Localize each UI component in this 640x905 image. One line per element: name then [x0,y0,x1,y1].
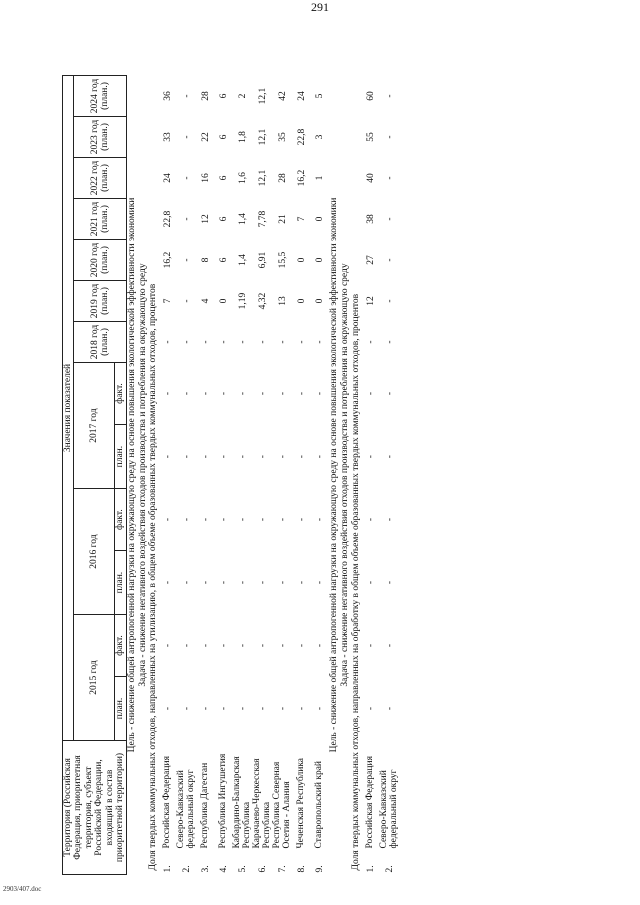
value-cell: 15,5 [278,251,289,269]
value-cell: - [384,299,395,303]
header-year-2017: 2017 год [74,363,115,489]
value-cell: - [278,518,289,522]
section2-task: Задача - снижение негативного воздействия отходов производства и потребления на окружающую среду [340,263,351,687]
value-cell: 21 [278,214,289,224]
value-cell: - [365,580,376,585]
value-cell: 38 [365,214,376,224]
value-cell: 13 [278,296,289,306]
value-cell: 35 [278,132,289,142]
value-cell: - [238,340,249,344]
value-cell: 4,32 [258,292,269,310]
value-cell: - [365,706,376,711]
value-cell: 0 [219,298,230,304]
value-cell: - [384,518,395,522]
value-cell: 0 [315,298,326,304]
value-cell: - [201,643,212,648]
value-cell: 6 [219,216,230,222]
value-cell: - [384,706,395,711]
value-cell: - [219,518,230,522]
value-cell: - [258,455,269,459]
value-cell: 1,6 [238,172,249,184]
value-cell: 4 [201,298,212,304]
value-cell: - [182,580,193,585]
value-cell: 7,78 [258,210,269,228]
value-cell: - [182,299,193,303]
territory-name: Ставропольский край [314,760,325,849]
row-number: 9. [315,865,326,873]
value-cell: - [384,176,395,180]
value-cell: 5 [315,93,326,99]
territory-name: Карачаево-Черкесская Республика [252,758,273,849]
value-cell: 6 [219,93,230,99]
territory-name: Северо-Кавказский федеральный округ [378,769,399,849]
value-cell: 22,8 [163,210,174,228]
header-fact-2017: факт. [115,363,126,425]
value-cell: - [238,580,249,585]
value-cell: 6 [219,134,230,140]
value-cell: - [384,217,395,221]
header-plan-2016: план. [115,551,126,615]
table-row [253,76,273,875]
value-cell: 16,2 [163,251,174,269]
value-cell: - [182,518,193,522]
value-cell: - [365,518,376,522]
territory-name: Республика Ингушетия [218,753,229,849]
header-2020: 2020 год (план.) [74,240,126,281]
value-cell: - [238,391,249,396]
value-cell: - [219,340,230,344]
table-row [380,76,400,875]
section2-indicator: Доля твердых коммунальных отходов, направленных на обработку в общем объеме образованных твердых коммунальных отходов, процентов [350,293,361,871]
value-cell: - [182,135,193,139]
value-cell: - [297,340,308,344]
value-cell: - [365,643,376,648]
section1-goal: Цель - снижение общей антропогенной нагрузки на окружающую среду на основе повышения экологической эффективности экономики [126,197,137,753]
value-cell: - [315,580,326,585]
value-cell: 1,4 [238,213,249,225]
value-cell: - [201,518,212,522]
header-2021: 2021 год (план.) [74,199,126,240]
row-number: 8. [297,865,308,873]
territory-name: Республика Дагестан [200,762,211,849]
value-cell: 28 [278,173,289,183]
value-cell: - [182,176,193,180]
value-cell: 24 [297,91,308,101]
value-cell: - [258,706,269,711]
value-cell: 12 [201,214,212,224]
header-2019: 2019 год (план.) [74,281,126,322]
value-cell: 0 [315,216,326,222]
value-cell: - [219,391,230,396]
row-number: 2. [384,865,395,873]
value-cell: - [219,706,230,711]
value-cell: - [182,391,193,396]
value-cell: 3 [315,134,326,140]
indicators-table [62,75,400,875]
value-cell: 42 [278,91,289,101]
header-fact-2015: факт. [115,615,126,677]
value-cell: - [384,580,395,585]
value-cell: - [201,455,212,459]
table-row [159,76,177,875]
value-cell: 60 [365,91,376,101]
value-cell: - [163,706,174,711]
value-cell: 16 [201,173,212,183]
value-cell: - [384,340,395,344]
territory-name: Республика Северная Осетия - Алания [272,761,293,849]
value-cell: - [238,518,249,522]
value-cell: - [384,455,395,459]
value-cell: 2 [238,93,249,99]
row-number: 1. [163,865,174,873]
value-cell: - [182,706,193,711]
value-cell: 6 [219,257,230,263]
value-cell: - [201,391,212,396]
value-cell: - [163,518,174,522]
value-cell: - [297,580,308,585]
value-cell: - [258,643,269,648]
value-cell: 0 [297,298,308,304]
value-cell: 7 [297,216,308,222]
value-cell: - [297,391,308,396]
territory-name: Кабардино-Балкарская Республика [232,756,253,849]
value-cell: - [315,643,326,648]
value-cell: - [258,391,269,396]
value-cell: - [315,340,326,344]
value-cell: - [182,455,193,459]
value-cell: - [297,455,308,459]
value-cell: - [365,340,376,344]
value-cell: - [258,580,269,585]
value-cell: 12,1 [258,128,269,146]
value-cell: - [278,455,289,459]
value-cell: - [278,580,289,585]
row-number: 3. [201,865,212,873]
header-fact-2016: факт. [115,489,126,551]
value-cell: 12,1 [258,169,269,187]
value-cell: - [182,258,193,262]
value-cell: - [278,391,289,396]
value-cell: - [163,643,174,648]
value-cell: 12 [365,296,376,306]
value-cell: - [384,94,395,98]
value-cell: 16,2 [297,169,308,187]
territory-name: Российская Федерация [364,756,375,849]
page-number: 291 [311,0,329,14]
value-cell: 0 [315,257,326,263]
value-cell: 27 [365,255,376,265]
table-row [311,76,329,875]
territory-name: Российская Федерация [162,756,173,849]
value-cell: - [258,518,269,522]
value-cell: - [315,455,326,459]
value-cell: 1,19 [238,292,249,310]
value-cell: - [219,455,230,459]
value-cell: 1 [315,175,326,181]
territory-name: Чеченская Республика [296,757,307,849]
value-cell: 12,1 [258,87,269,105]
value-cell: - [163,340,174,344]
value-cell: - [365,455,376,459]
table-row [233,76,253,875]
value-cell: - [182,94,193,98]
header-2022: 2022 год (план.) [74,158,126,199]
header-2024: 2024 год (план.) [74,76,126,117]
table-row [197,76,215,875]
value-cell: 36 [163,91,174,101]
value-cell: - [278,340,289,344]
rotated-page-content [62,37,622,905]
row-number: 7. [278,865,289,873]
header-values-title: Значения показателей [63,76,74,741]
value-cell: 22 [201,132,212,142]
value-cell: 33 [163,132,174,142]
value-cell: 28 [201,91,212,101]
value-cell: - [384,135,395,139]
territory-name: Северо-Кавказский федеральный округ [176,769,197,849]
value-cell: 7 [163,298,174,304]
table-row [215,76,233,875]
value-cell: - [297,706,308,711]
table-row [177,76,197,875]
file-footer: 2903/407.doc [3,885,42,893]
section1-indicator: Доля твердых коммунальных отходов, направленных на утилизацию, в общем объеме образованных твердых коммунальных отходов, процентов [148,283,159,871]
value-cell: - [238,706,249,711]
value-cell: - [384,643,395,648]
table-row [293,76,311,875]
header-plan-2015: план. [115,677,126,741]
value-cell: - [182,340,193,344]
header-year-2015: 2015 год [74,615,115,741]
value-cell: - [384,258,395,262]
row-number: 1. [365,865,376,873]
value-cell: - [315,706,326,711]
header-2023: 2023 год (план.) [74,117,126,158]
value-cell: - [182,643,193,648]
value-cell: - [258,340,269,344]
header-2018: 2018 год (план.) [74,322,126,363]
value-cell: - [278,643,289,648]
row-number: 2. [182,865,193,873]
row-number: 6. [258,865,269,873]
value-cell: 0 [297,257,308,263]
value-cell: - [219,643,230,648]
value-cell: - [384,391,395,396]
value-cell: - [278,706,289,711]
value-cell: - [238,643,249,648]
value-cell: - [297,643,308,648]
value-cell: 22,8 [297,128,308,146]
value-cell: 40 [365,173,376,183]
value-cell: - [315,518,326,522]
header-territory: Территория (Российская Федерация, приоритетная территория, субъект Российской Федерации, входящий в состав приоритетной территории) [63,741,127,875]
header-plan-2017: план. [115,425,126,489]
value-cell: 8 [201,257,212,263]
value-cell: - [201,340,212,344]
row-number: 4. [219,865,230,873]
value-cell: - [315,391,326,396]
value-cell: 1,4 [238,254,249,266]
value-cell: - [163,580,174,585]
value-cell: 1,8 [238,131,249,143]
value-cell: - [219,580,230,585]
header-year-2016: 2016 год [74,489,115,615]
value-cell: - [201,580,212,585]
value-cell: - [238,455,249,459]
value-cell: 24 [163,173,174,183]
value-cell: 55 [365,132,376,142]
section2-goal: Цель - снижение общей антропогенной нагрузки на окружающую среду на основе повышения экологической эффективности экономики [329,197,340,753]
value-cell: - [365,391,376,396]
value-cell: - [201,706,212,711]
section1-task: Задача - снижение негативного воздействия отходов производства и потребления на окружающую среду [137,263,148,687]
table-row [273,76,293,875]
value-cell: - [182,217,193,221]
table-row [362,76,380,875]
value-cell: - [163,455,174,459]
value-cell: 6 [219,175,230,181]
row-number: 5. [238,865,249,873]
value-cell: - [297,518,308,522]
value-cell: 6,91 [258,251,269,269]
value-cell: - [163,391,174,396]
